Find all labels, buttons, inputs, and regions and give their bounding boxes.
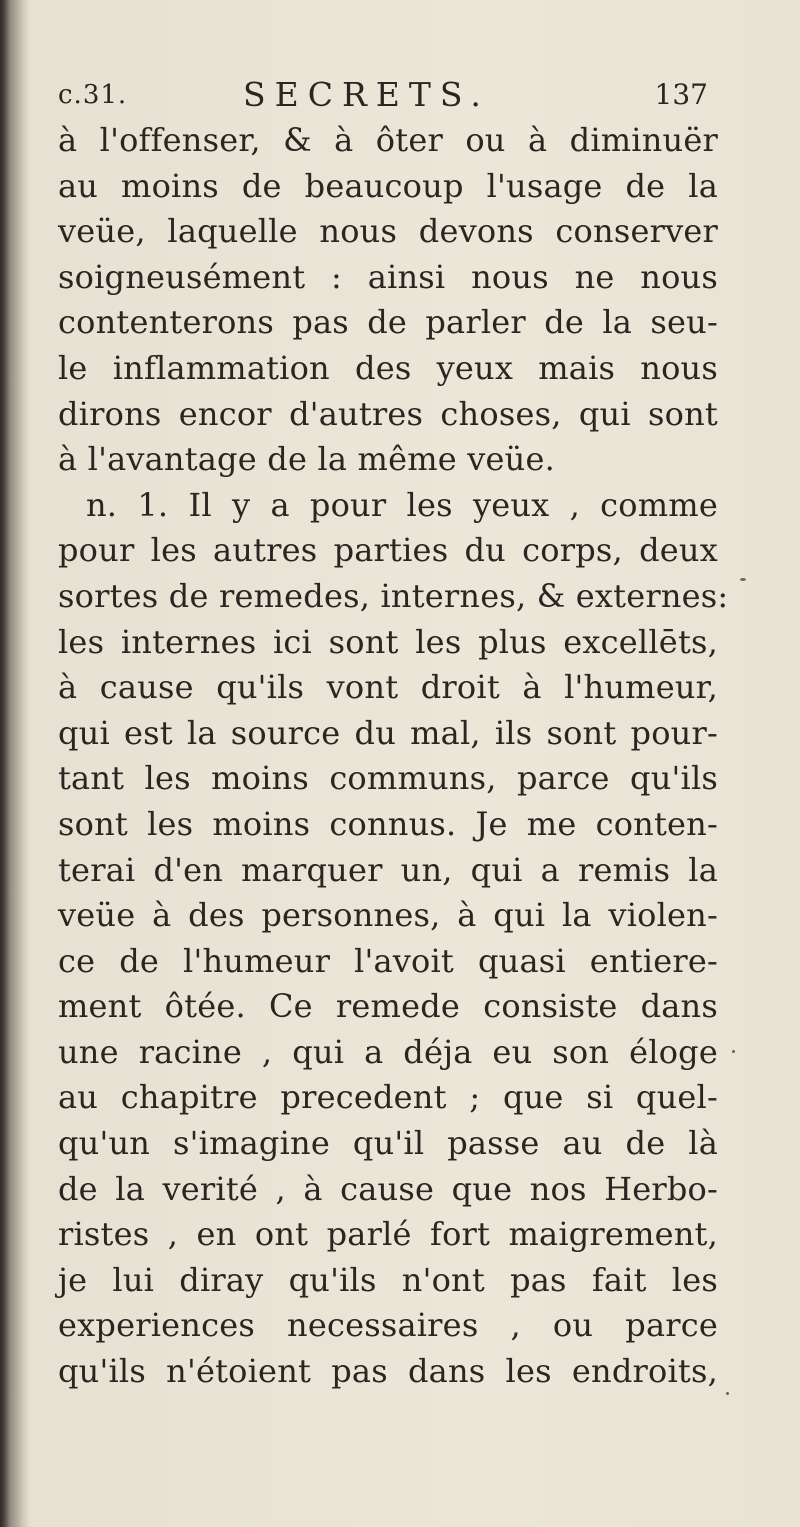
signature-mark: c.31.: [58, 80, 128, 110]
text-line: de la verité , à cause que nos Herbo-: [58, 1169, 718, 1208]
text-line: à l'avantage de la même veüe.: [58, 440, 556, 479]
text-line: sont les moins connus. Je me conten-: [58, 804, 718, 843]
text-line: soigneusément : ainsi nous ne nous: [58, 257, 718, 296]
paper-speck: [740, 578, 746, 581]
running-head: [58, 72, 708, 118]
text-line: contenterons pas de parler de la seu-: [58, 303, 718, 342]
running-title: SECRETS.: [243, 75, 490, 114]
text-line: une racine , qui a déja eu son éloge: [58, 1032, 718, 1071]
text-line: experiences necessaires , ou parce: [58, 1306, 718, 1345]
text-line: qui est la source du mal, ils sont pour-: [58, 713, 718, 752]
text-line: qu'ils n'étoient pas dans les endroits,: [58, 1352, 718, 1391]
text-line: ristes , en ont parlé fort maigrement,: [58, 1215, 718, 1254]
text-line: terai d'en marquer un, qui a remis la: [58, 850, 718, 889]
page-number: 137: [654, 78, 708, 111]
text-line: n. 1. Il y a pour les yeux , comme: [86, 485, 718, 524]
text-line: à cause qu'ils vont droit à l'humeur,: [58, 668, 718, 707]
text-line: sortes de remedes, internes, & externes:: [58, 576, 729, 615]
text-line: à l'offenser, & à ôter ou à diminuër: [58, 121, 718, 159]
text-line: ment ôtée. Ce remede consiste dans: [58, 987, 718, 1026]
text-line: veüe, laquelle nous devons conserver: [58, 212, 718, 251]
text-line: les internes ici sont les plus excellēts,: [58, 622, 718, 661]
text-body: [58, 118, 729, 1395]
text-line: tant les moins communs, parce qu'ils: [58, 759, 718, 798]
text-line: ce de l'humeur l'avoit quasi entiere-: [58, 941, 718, 980]
paper-speck: [732, 1050, 735, 1053]
text-line: qu'un s'imagine qu'il passe au de là: [58, 1124, 718, 1163]
text-line: pour les autres parties du corps, deux: [58, 531, 718, 570]
binding-shadow: [0, 0, 30, 1527]
text-line: au moins de beaucoup l'usage de la: [58, 166, 718, 205]
text-line: dirons encor d'autres choses, qui sont: [58, 394, 718, 433]
text-line: veüe à des personnes, à qui la violen-: [58, 896, 718, 935]
paper-speck: [726, 1392, 729, 1395]
text-line: je lui diray qu'ils n'ont pas fait les: [58, 1260, 718, 1299]
text-line: le inflammation des yeux mais nous: [58, 348, 718, 387]
text-line: au chapitre precedent ; que si quel-: [58, 1078, 718, 1117]
